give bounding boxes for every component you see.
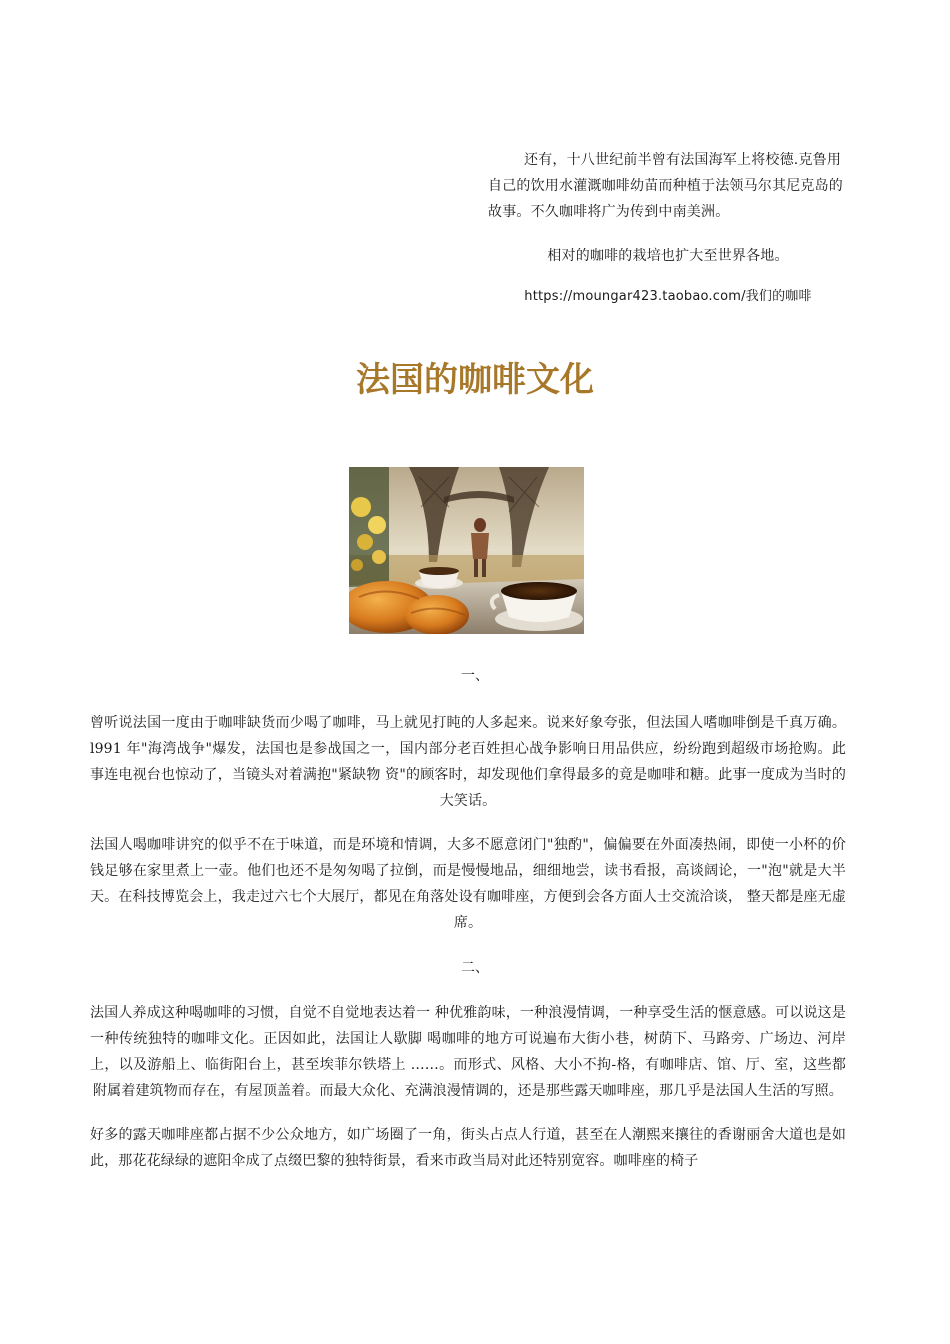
section-two-body	[90, 1000, 846, 1174]
paragraph: 法国人养成这种喝咖啡的习惯，自觉不自觉地表达着一 种优雅韵味，一种浪漫情调，一种享受生活的惬意感。可以说这是一种传统独特的咖啡文化。正因如此，法国让人歇脚 喝咖啡的地方可说遍布大街小巷，树荫下、马路旁、广场边、河岸上，以及游船上、临街阳台上，甚至埃菲尔铁塔上 ……。而形式、风格、大小不拘-格，有咖啡店、馆、厅、室，这些都附属着建筑物而存在，有屋顶盖着。而最大众化、充满浪漫情调的，还是那些露天咖啡座，那几乎是法国人生活的写照。	[90, 1005, 846, 1099]
section-number: 二、	[461, 960, 489, 976]
shop-link[interactable]: https://moungar423.taobao.com/我们的咖啡	[524, 289, 812, 304]
paragraph: 法国人喝咖啡讲究的似乎不在于味道，而是环境和情调，大多不愿意闭门"独酌"，偏偏要在外面凑热闹，即使一小杯的价钱足够在家里煮上一壶。他们也还不是匆匆喝了拉倒，而是慢慢地品，细细地尝，读书看报，高谈阔论，一"泡"就是大半天。在科技博览会上，我走过六七个大展厅，都见在角落处设有咖啡座，方便到会各方面人士交流洽谈， 整天都是座无虚席。	[90, 837, 846, 931]
cafe-eiffel-photo	[349, 467, 584, 634]
intro-block	[488, 147, 848, 310]
section-one-body	[90, 710, 846, 936]
page-title: 法国的咖啡文化	[356, 360, 594, 400]
section-number: 一、	[461, 668, 489, 684]
paragraph: 好多的露天咖啡座都占据不少公众地方，如广场圈了一角，街头占点人行道，甚至在人潮熙来攘往的香谢丽舍大道也是如此，那花花绿绿的遮阳伞成了点缀巴黎的独特街景，看来市政当局对此还特别宽容。咖啡座的椅子	[90, 1127, 846, 1169]
paragraph: 曾听说法国一度由于咖啡缺货而少喝了咖啡，马上就见打盹的人多起来。说来好象夸张，但法国人嗜咖啡倒是千真万确。l991 年"海湾战争"爆发，法国也是参战国之一，国内部分老百姓担心战争影响日用品供应，纷纷跑到超级市场抢购。此事连电视台也惊动了，当镜头对着满抱"紧缺物 资"的顾客时，却发现他们拿得最多的竟是咖啡和糖。此事一度成为当时的大笑话。	[90, 715, 846, 809]
cafe-eiffel-illustration	[349, 467, 584, 634]
intro-paragraph: 还有，十八世纪前半曾有法国海军上将校德.克鲁用自己的饮用水灌溉咖啡幼苗而种植于法领马尔其尼克岛的故事。不久咖啡将广为传到中南美洲。	[488, 152, 843, 220]
intro-closing-line: 相对的咖啡的栽培也扩大至世界各地。	[547, 248, 789, 264]
